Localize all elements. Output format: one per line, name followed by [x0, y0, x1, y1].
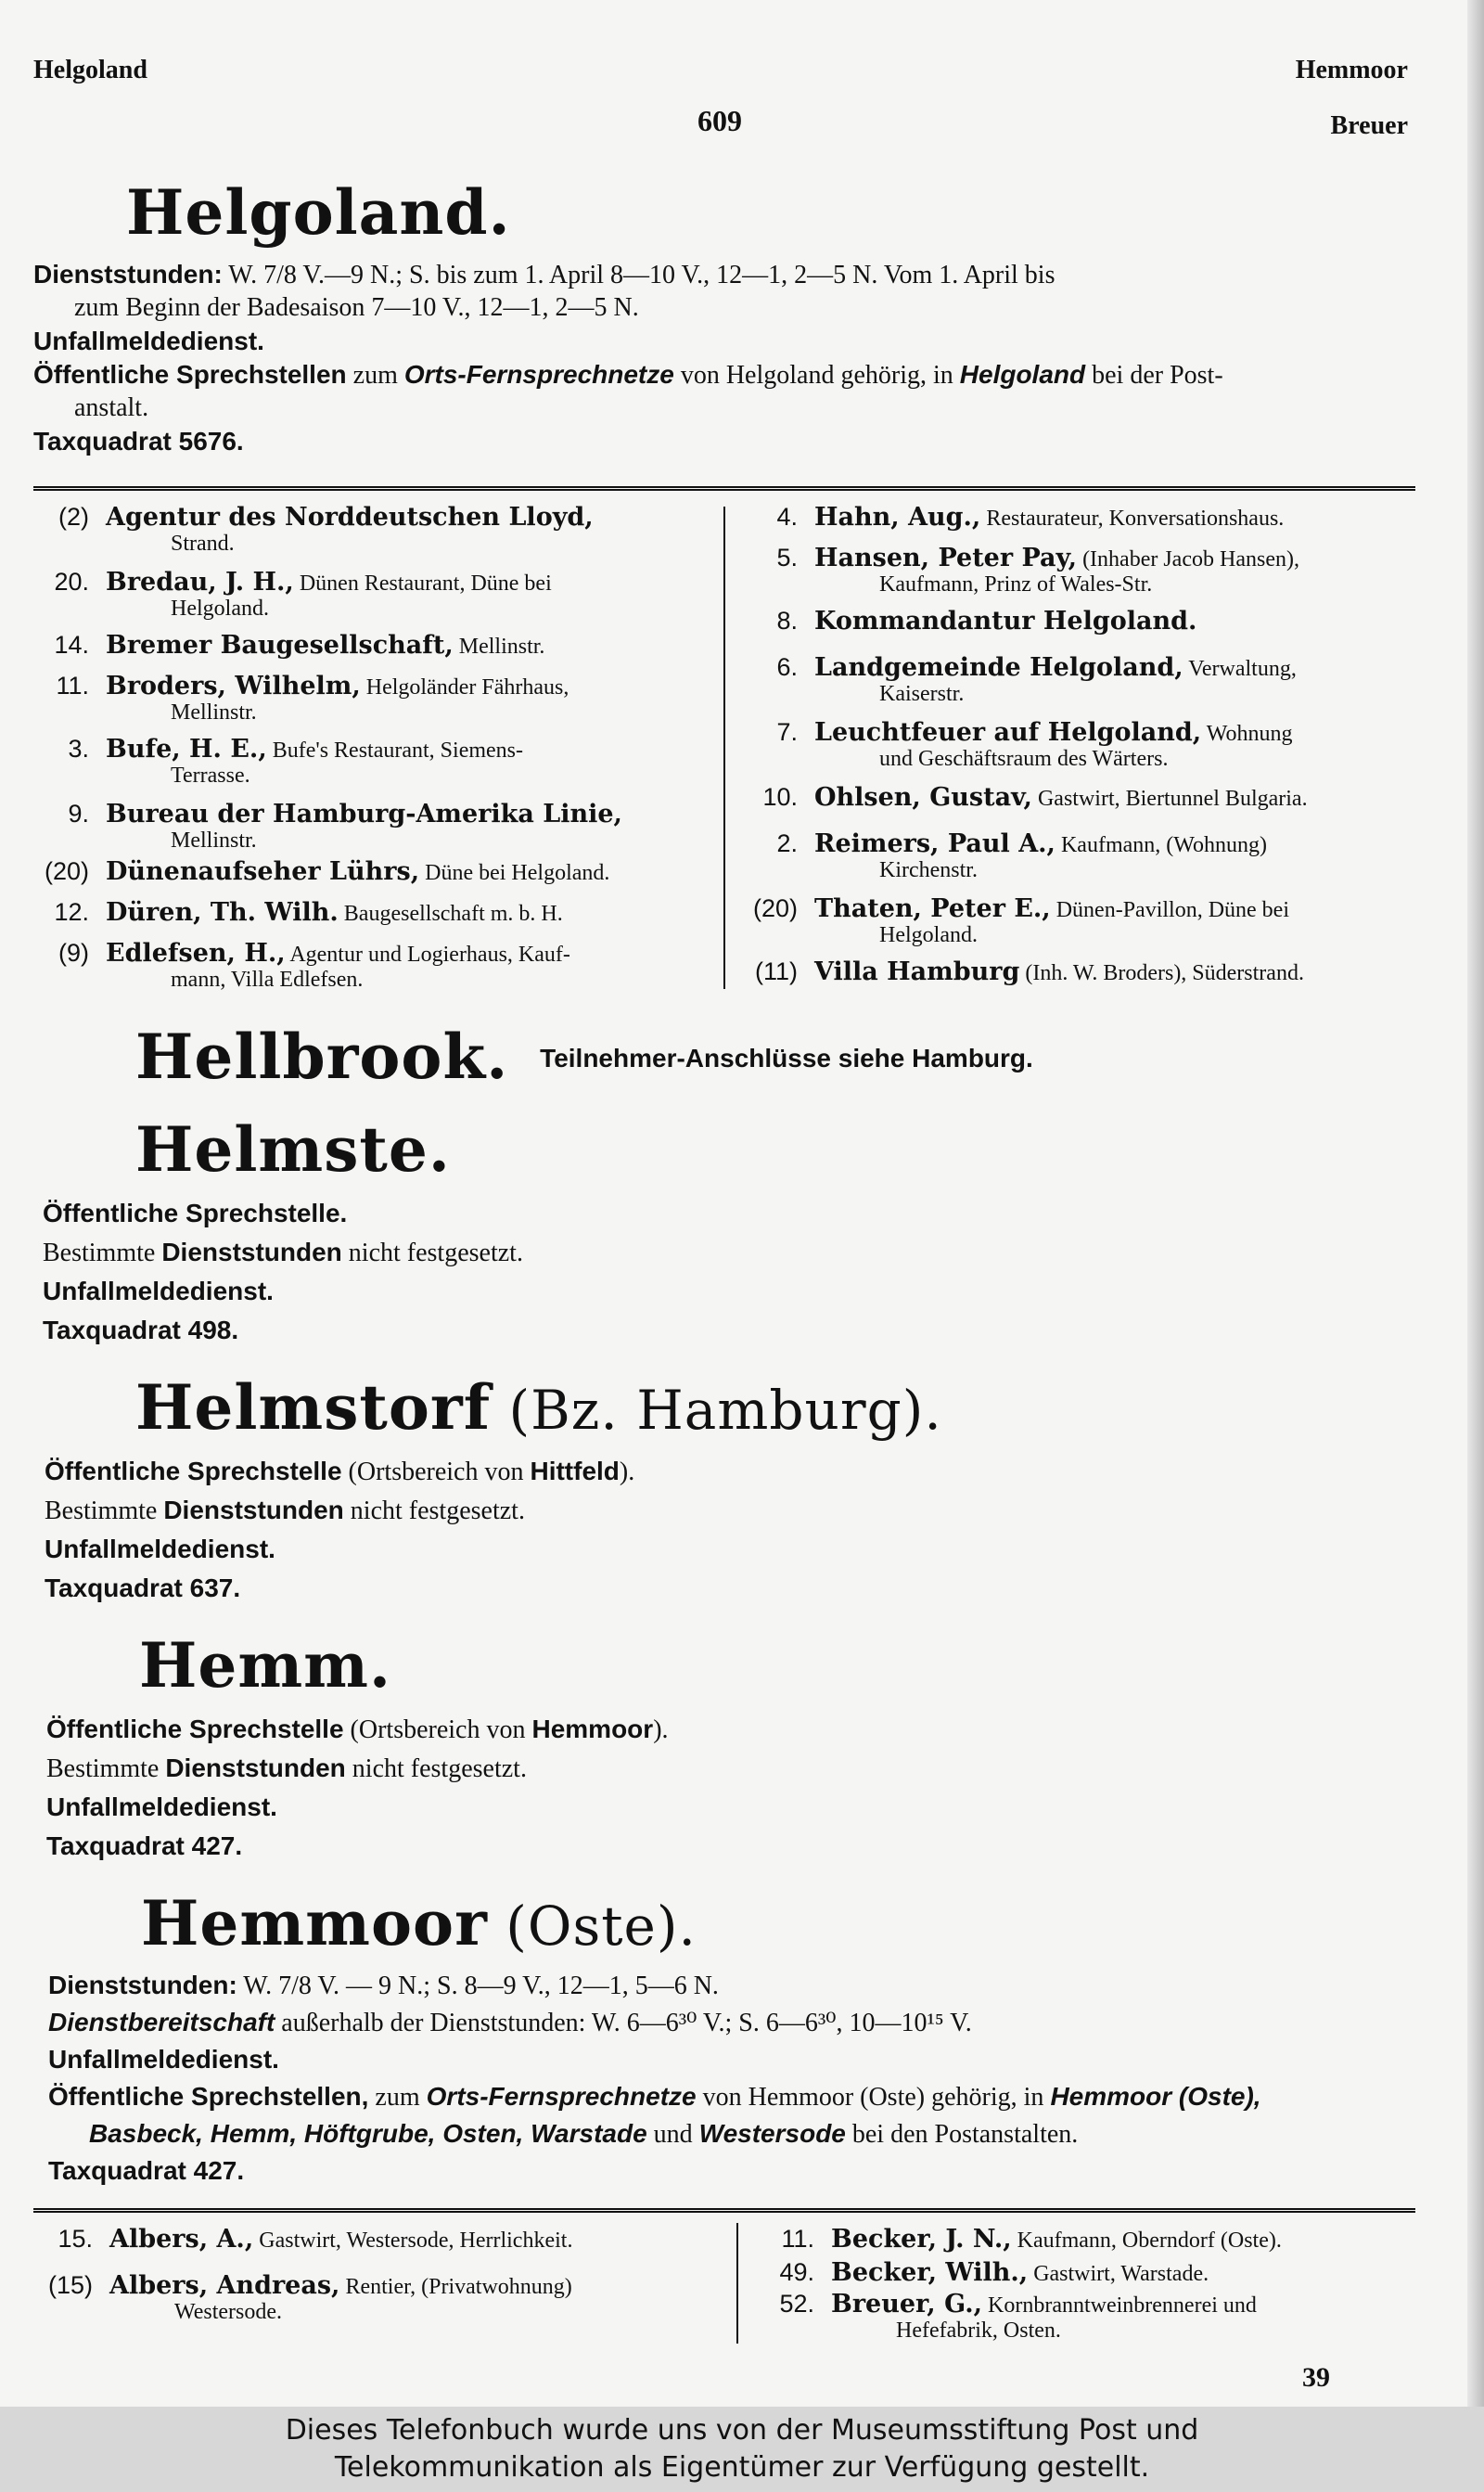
- info-label: Öffentliche Sprechstelle: [45, 1457, 342, 1485]
- entry-number: (20): [44, 857, 89, 885]
- info-label2: Dienststunden: [161, 1238, 342, 1266]
- info-label: Unfallmeldedienst.: [45, 1535, 275, 1563]
- footer-line-1: Dieses Telefonbuch wurde uns von der Museumsstiftung Post und: [285, 2414, 1199, 2447]
- entry-text: [831, 2292, 1425, 2344]
- entry-text: [831, 2260, 1425, 2287]
- info-text: zum: [346, 361, 404, 390]
- entry-text: [106, 674, 699, 726]
- entry-number: 6.: [776, 653, 798, 681]
- info-text: außerhalb der Dienststunden: W. 6—6³⁰ V.; S. 6—6³⁰, 10—10¹⁵ V.: [275, 2009, 972, 2037]
- entry-continuation: Kaufmann, Prinz of Wales-Str.: [879, 572, 1153, 597]
- place-title-hellbrook: [135, 1021, 1033, 1093]
- subscriber-entry: [742, 720, 1419, 776]
- info-label: Unfallmeldedienst.: [48, 2045, 279, 2074]
- subscriber-entry: [742, 546, 1419, 601]
- entry-number: 2.: [776, 829, 798, 857]
- entry-name: Ohlsen, Gustav,: [814, 783, 1032, 812]
- entry-number: 14.: [54, 631, 89, 659]
- info-italic: Orts-Fernsprechnetze: [403, 360, 674, 389]
- hemmoor-suffix: (Oste).: [487, 1895, 697, 1958]
- entry-text: [814, 959, 1408, 986]
- entry-number: (20): [752, 894, 798, 922]
- entry-description: (Inhaber Jacob Hansen),: [1077, 547, 1299, 572]
- entry-description: Gastwirt, Westersode, Herrlichkeit.: [253, 2229, 573, 2253]
- entry-text: [814, 785, 1408, 812]
- entry-text: [106, 859, 699, 886]
- entry-continuation: Kirchenstr.: [879, 858, 978, 882]
- entry-name: Bureau der Hamburg-Amerika Linie,: [106, 800, 622, 829]
- info-text2: von Helgoland gehörig, in: [673, 361, 960, 390]
- entry-continuation: und Geschäftsraum des Wärters.: [879, 747, 1169, 771]
- info-line: [48, 2080, 1430, 2114]
- info-text: zum Beginn der Badesaison 7—10 V., 12—1, 2—5 N.: [74, 293, 639, 322]
- info-line: [45, 1455, 1426, 1489]
- entry-number: (2): [58, 503, 89, 531]
- info-label: Öffentliche Sprechstellen: [33, 360, 347, 389]
- subscriber-entry: [759, 2292, 1436, 2347]
- scan-edge: [1467, 0, 1484, 2407]
- entry-continuation: Westersode.: [174, 2300, 283, 2324]
- entry-text: [831, 2227, 1425, 2254]
- subscriber-entry: [33, 505, 710, 560]
- entry-text: [814, 831, 1408, 883]
- subscriber-entry: [33, 674, 710, 729]
- entry-continuation: Mellinstr.: [171, 829, 257, 853]
- place-title-helgoland: Helgoland.: [126, 176, 511, 249]
- entry-name: Hahn, Aug.,: [814, 503, 981, 532]
- entry-name: Villa Hamburg: [814, 957, 1020, 986]
- entry-text: [814, 655, 1408, 707]
- info-label2: Hemmoor: [531, 1715, 654, 1743]
- entry-number: 12.: [54, 898, 89, 926]
- section-rule-hemmoor: [33, 2208, 1415, 2213]
- info-text: anstalt.: [74, 393, 149, 422]
- info-label: Taxquadrat 427.: [46, 1831, 243, 1860]
- entry-text: [106, 633, 699, 660]
- entry-continuation: Helgoland.: [879, 923, 978, 947]
- subscriber-entry: [742, 959, 1419, 1015]
- entry-description: Rentier, (Privatwohnung): [339, 2275, 572, 2299]
- info-pre: Bestimmte: [45, 1496, 164, 1525]
- info-text: W. 7/8 V. — 9 N.; S. 8—9 V., 12—1, 5—6 N.: [237, 1972, 719, 2000]
- info-label: Öffentliche Sprechstellen,: [48, 2082, 369, 2111]
- column-separator: [723, 507, 725, 989]
- entry-text: [109, 2273, 703, 2325]
- info-line: [45, 1494, 1426, 1528]
- entry-number: 11.: [56, 672, 89, 700]
- info-line: [33, 425, 1415, 459]
- entry-name: Albers, A.,: [109, 2225, 254, 2254]
- info-pre: Bestimmte: [46, 1754, 166, 1783]
- place-title-helmstorf: [135, 1371, 942, 1444]
- info-label2: Hittfeld: [530, 1457, 620, 1485]
- running-head-left: Helgoland: [33, 56, 147, 84]
- info-line: [43, 1314, 1425, 1348]
- info-line: [48, 2043, 1430, 2077]
- info-line: [48, 1969, 1430, 2003]
- entry-continuation: Helgoland.: [171, 597, 269, 621]
- entry-description: Gastwirt, Warstade.: [1028, 2262, 1209, 2286]
- entry-name: Agentur des Norddeutschen Lloyd,: [106, 503, 594, 532]
- entry-number: 15.: [58, 2225, 93, 2253]
- running-head-right-secondary: Breuer: [1330, 111, 1408, 140]
- info-line: [33, 358, 1415, 392]
- entry-text: [106, 737, 699, 789]
- info-italic2: Hemmoor (Oste),: [1050, 2082, 1261, 2111]
- entry-text: [106, 505, 699, 557]
- entry-name: Thaten, Peter E.,: [814, 894, 1051, 923]
- entry-description: Bufe's Restaurant, Siemens-: [266, 739, 524, 763]
- entry-description: Kaufmann, (Wohnung): [1055, 833, 1267, 857]
- entry-name: Düren, Th. Wilh.: [106, 898, 339, 927]
- entry-name: Landgemeinde Helgoland,: [814, 653, 1183, 682]
- info-line: [46, 1830, 1428, 1864]
- info-text: (Ortsbereich von: [343, 1715, 532, 1744]
- entry-description: Verwaltung,: [1183, 657, 1297, 681]
- entry-number: (15): [47, 2271, 93, 2299]
- page-number: 609: [697, 104, 742, 137]
- entry-continuation: Kaiserstr.: [879, 682, 965, 706]
- entry-number: (9): [58, 939, 89, 967]
- subscriber-entry: [33, 941, 710, 996]
- info-line: [43, 1275, 1425, 1309]
- entry-text: [106, 570, 699, 622]
- info-line: [46, 1713, 1428, 1747]
- entry-text: [109, 2227, 703, 2254]
- entry-text: [814, 720, 1408, 772]
- entry-number: 3.: [68, 735, 89, 763]
- entry-name: Kommandantur Helgoland.: [814, 607, 1197, 636]
- entry-text: [106, 941, 699, 993]
- entry-number: 49.: [779, 2258, 814, 2286]
- info-text2: ).: [653, 1715, 669, 1744]
- info-line: [48, 2154, 1430, 2189]
- entry-name: Broders, Wilhelm,: [106, 672, 361, 700]
- entry-description: Agentur und Logierhaus, Kauf-: [285, 943, 570, 967]
- entry-continuation: Mellinstr.: [171, 700, 257, 725]
- info-text: nicht festgesetzt.: [343, 1496, 525, 1525]
- entry-text: [814, 546, 1408, 597]
- entry-description: (Inh. W. Broders), Süderstrand.: [1019, 961, 1304, 985]
- entry-description: Wohnung: [1201, 722, 1293, 746]
- entry-number: 52.: [779, 2290, 814, 2318]
- info-line: [33, 258, 1415, 292]
- entry-number: 7.: [776, 718, 798, 746]
- entry-name: Reimers, Paul A.,: [814, 829, 1055, 858]
- info-label: Unfallmeldedienst.: [33, 327, 264, 355]
- place-title-helmste: Helmste.: [135, 1113, 451, 1186]
- info-text2: ).: [619, 1458, 635, 1486]
- info-italic: Orts-Fernsprechnetze: [426, 2082, 697, 2111]
- entry-text: [814, 609, 1408, 636]
- entry-number: 20.: [54, 568, 89, 596]
- info-italic2: Westersode: [698, 2119, 846, 2148]
- info-text2: von Hemmoor (Oste) gehörig, in: [696, 2083, 1051, 2112]
- info-text: und: [646, 2120, 699, 2149]
- info-label: Öffentliche Sprechstelle: [46, 1715, 344, 1743]
- info-text: (Ortsbereich von: [341, 1458, 531, 1486]
- info-label: Dienststunden:: [48, 1971, 237, 1999]
- entry-name: Bufe, H. E.,: [106, 735, 267, 764]
- entry-description: Baugesellschaft m. b. H.: [338, 902, 563, 926]
- place-title-hemm: Hemm.: [139, 1629, 391, 1702]
- info-label: Taxquadrat 498.: [43, 1316, 239, 1344]
- entry-continuation: Hefefabrik, Osten.: [896, 2319, 1061, 2343]
- info-pre: Bestimmte: [43, 1239, 162, 1267]
- helmstorf-title: Helmstorf: [135, 1371, 492, 1444]
- info-text: zum: [368, 2083, 427, 2112]
- subscriber-entry: [33, 737, 710, 792]
- hemmoor-title: Hemmoor: [141, 1887, 488, 1959]
- info-label: Öffentliche Sprechstelle.: [43, 1199, 348, 1227]
- subscriber-entry: [742, 655, 1419, 711]
- entry-text: [814, 896, 1408, 948]
- entry-name: Bredau, J. H.,: [106, 568, 294, 597]
- info-label: Taxquadrat 5676.: [33, 427, 244, 456]
- entry-description: Gastwirt, Biertunnel Bulgaria.: [1031, 787, 1308, 811]
- entry-description: Düne bei Helgoland.: [419, 861, 610, 885]
- entry-name: Bremer Baugesellschaft,: [106, 631, 454, 660]
- info-line: [48, 2117, 1430, 2152]
- entry-name: Becker, Wilh.,: [831, 2258, 1029, 2287]
- entry-name: Edlefsen, H.,: [106, 939, 286, 968]
- info-text: W. 7/8 V.—9 N.; S. bis zum 1. April 8—10 V., 12—1, 2—5 N. Vom 1. April bis: [222, 261, 1055, 289]
- info-label2: Dienststunden: [163, 1496, 344, 1524]
- info-line: [46, 1791, 1428, 1825]
- info-line: [33, 392, 1415, 425]
- entry-text: [106, 802, 699, 854]
- info-text2: bei den Postanstalten.: [845, 2120, 1079, 2149]
- info-label: Unfallmeldedienst.: [43, 1277, 274, 1305]
- footer-line-2: Telekommunikation als Eigentümer zur Verfügung gestellt.: [334, 2451, 1150, 2484]
- subscriber-entry: [33, 802, 710, 857]
- entry-name: Albers, Andreas,: [109, 2271, 340, 2300]
- subscriber-entry: [33, 570, 710, 625]
- hellbrook-title: Hellbrook.: [135, 1021, 509, 1093]
- entry-name: Breuer, G.,: [831, 2290, 982, 2319]
- info-italic: Dienstbereitschaft: [48, 2008, 275, 2036]
- info-label: Taxquadrat 637.: [45, 1574, 241, 1602]
- entry-number: 4.: [776, 503, 798, 531]
- info-label2: Dienststunden: [165, 1753, 346, 1782]
- entry-description: Mellinstr.: [453, 635, 545, 659]
- provenance-footer: [0, 2407, 1484, 2492]
- entry-number: 8.: [776, 607, 798, 635]
- entry-text: [814, 505, 1408, 532]
- column-separator-hemmoor: [736, 2223, 738, 2344]
- subscriber-entry: [742, 896, 1419, 952]
- info-label: Dienststunden:: [33, 260, 223, 289]
- info-text3: bei der Post-: [1085, 361, 1223, 390]
- helmstorf-suffix: (Bz. Hamburg).: [491, 1379, 942, 1442]
- info-line: [45, 1533, 1426, 1567]
- section-rule: [33, 486, 1415, 491]
- entry-number: 5.: [776, 544, 798, 572]
- entry-description: Dünen-Pavillon, Düne bei: [1050, 898, 1290, 922]
- hellbrook-note: Teilnehmer-Anschlüsse siehe Hamburg.: [540, 1044, 1033, 1073]
- info-line: [33, 291, 1415, 325]
- entry-name: Leuchtfeuer auf Helgoland,: [814, 718, 1202, 747]
- entry-description: Helgoländer Fährhaus,: [360, 675, 569, 700]
- info-text: nicht festgesetzt.: [345, 1754, 527, 1783]
- info-line: [46, 1752, 1428, 1786]
- entry-number: (11): [754, 957, 798, 985]
- entry-text: [106, 900, 699, 927]
- place-title-hemmoor: [141, 1887, 697, 1959]
- entry-description: Kornbranntweinbrennerei und: [982, 2293, 1257, 2318]
- folio-number: 39: [1302, 2362, 1330, 2393]
- entry-name: Becker, J. N.,: [831, 2225, 1012, 2254]
- info-label: Taxquadrat 427.: [48, 2156, 245, 2185]
- entry-description: Kaufmann, Oberndorf (Oste).: [1011, 2229, 1282, 2253]
- entry-description: Dünen Restaurant, Düne bei: [293, 572, 552, 596]
- entry-continuation: Terrasse.: [171, 764, 250, 788]
- info-line: [43, 1236, 1425, 1270]
- subscriber-entry: [742, 831, 1419, 887]
- entry-name: Dünenaufseher Lührs,: [106, 857, 420, 886]
- running-head-right: Hemmoor: [1295, 56, 1408, 84]
- entry-number: 10.: [762, 783, 798, 811]
- entry-description: Restaurateur, Konversationshaus.: [980, 507, 1285, 531]
- info-line: [43, 1197, 1425, 1231]
- info-italic: Basbeck, Hemm, Höftgrube, Osten, Warstade: [89, 2119, 647, 2148]
- entry-continuation: mann, Villa Edlefsen.: [171, 968, 364, 992]
- info-line: [45, 1572, 1426, 1606]
- subscriber-entry: [37, 2273, 714, 2329]
- entry-number: 9.: [68, 800, 89, 828]
- info-line: [33, 325, 1415, 359]
- entry-number: 11.: [781, 2225, 814, 2253]
- info-italic2: Helgoland: [959, 360, 1086, 389]
- info-label: Unfallmeldedienst.: [46, 1792, 277, 1821]
- info-line: [48, 2006, 1430, 2040]
- entry-name: Hansen, Peter Pay,: [814, 544, 1078, 572]
- info-text: nicht festgesetzt.: [341, 1239, 523, 1267]
- entry-continuation: Strand.: [171, 532, 235, 556]
